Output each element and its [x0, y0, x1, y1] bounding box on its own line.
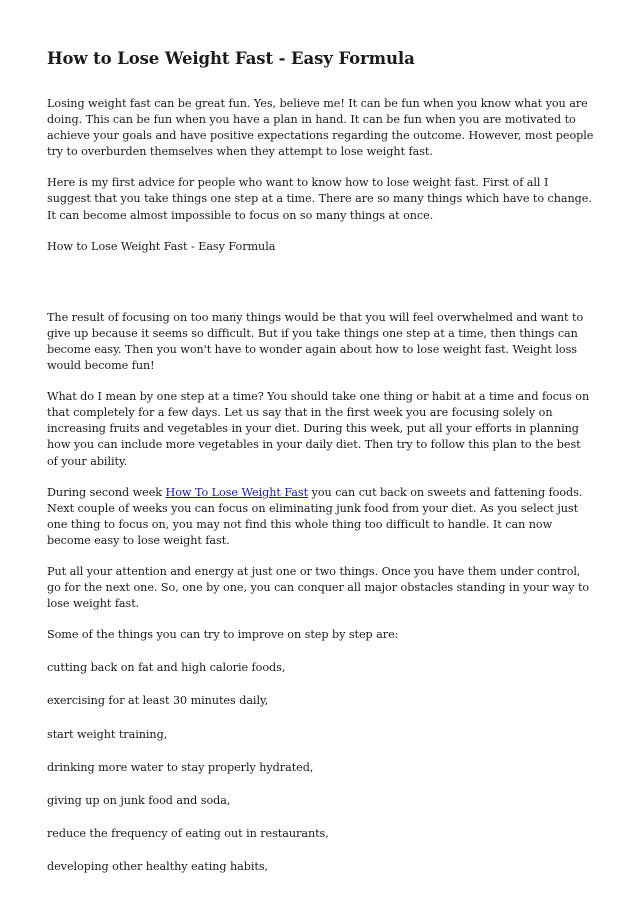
paragraph-one-step: What do I mean by one step at a time? You should take one thing or habit at a time and focus on that completely for a few days. Let us say that in the first week you are focusing solely on increasing fruits and vegetables in your diet. During this week, put all your efforts in planning how you can include more vegetables in your daily diet. Then try to follow this plan to the best of your ability. — [47, 390, 590, 468]
subtitle: How to Lose Weight Fast - Easy Formula — [47, 239, 276, 253]
list-item: start weight training, — [47, 727, 168, 741]
list-item: drinking more water to stay properly hydrated, — [47, 760, 314, 774]
paragraph-second-week-text-after: you can cut back on sweets and fattening foods. Next couple of weeks you can focus on eliminating junk food from your diet. As you select just one thing to focus on, you may not find this whole thing too difficult to handle. It can now become easy to lose weight fast. — [47, 485, 583, 547]
paragraph-first-advice: Here is my first advice for people who want to know how to lose weight fast. First of all I suggest that you take things one step at a time. There are so many things which have to change. It can become almost impossible to focus on so many things at once. — [47, 176, 592, 222]
how-to-lose-weight-fast-link[interactable]: How To Lose Weight Fast — [165, 485, 309, 499]
list-item: reduce the frequency of eating out in restaurants, — [47, 826, 329, 840]
paragraph-attention: Put all your attention and energy at just one or two things. Once you have them under control, go for the next one. So, one by one, you can conquer all major obstacles standing in your way to lose weight fast. — [47, 564, 590, 611]
paragraph-second-week — [47, 485, 594, 549]
paragraph-second-week-text-before: During second week — [47, 485, 166, 499]
list-item: cutting back on fat and high calorie foods, — [47, 661, 286, 675]
list-item: giving up on junk food and soda, — [47, 793, 231, 807]
list-item: developing other healthy eating habits, — [47, 859, 269, 873]
paragraph-intro: Losing weight fast can be great fun. Yes, believe me! It can be fun when you know what you are doing. This can be fun when you have a plan in hand. It can be fun when you are motivated to achieve your goals and have positive expectations regarding the outcome. However, most people try to overburden themselves when they attempt to lose weight fast. — [47, 97, 594, 159]
list-item: exercising for at least 30 minutes daily, — [47, 694, 269, 708]
paragraph-result: The result of focusing on too many things would be that you will feel overwhelmed and want to give up because it seems so difficult. But if you take things one step at a time, then things can become easy. Then you won't have to wonder again about how to lose weight fast. Weight loss would become fun! — [47, 310, 584, 373]
page-title: How to Lose Weight Fast - Easy Formula — [47, 49, 415, 68]
paragraph-things-to-improve: Some of the things you can try to improve on step by step are: — [47, 628, 399, 642]
